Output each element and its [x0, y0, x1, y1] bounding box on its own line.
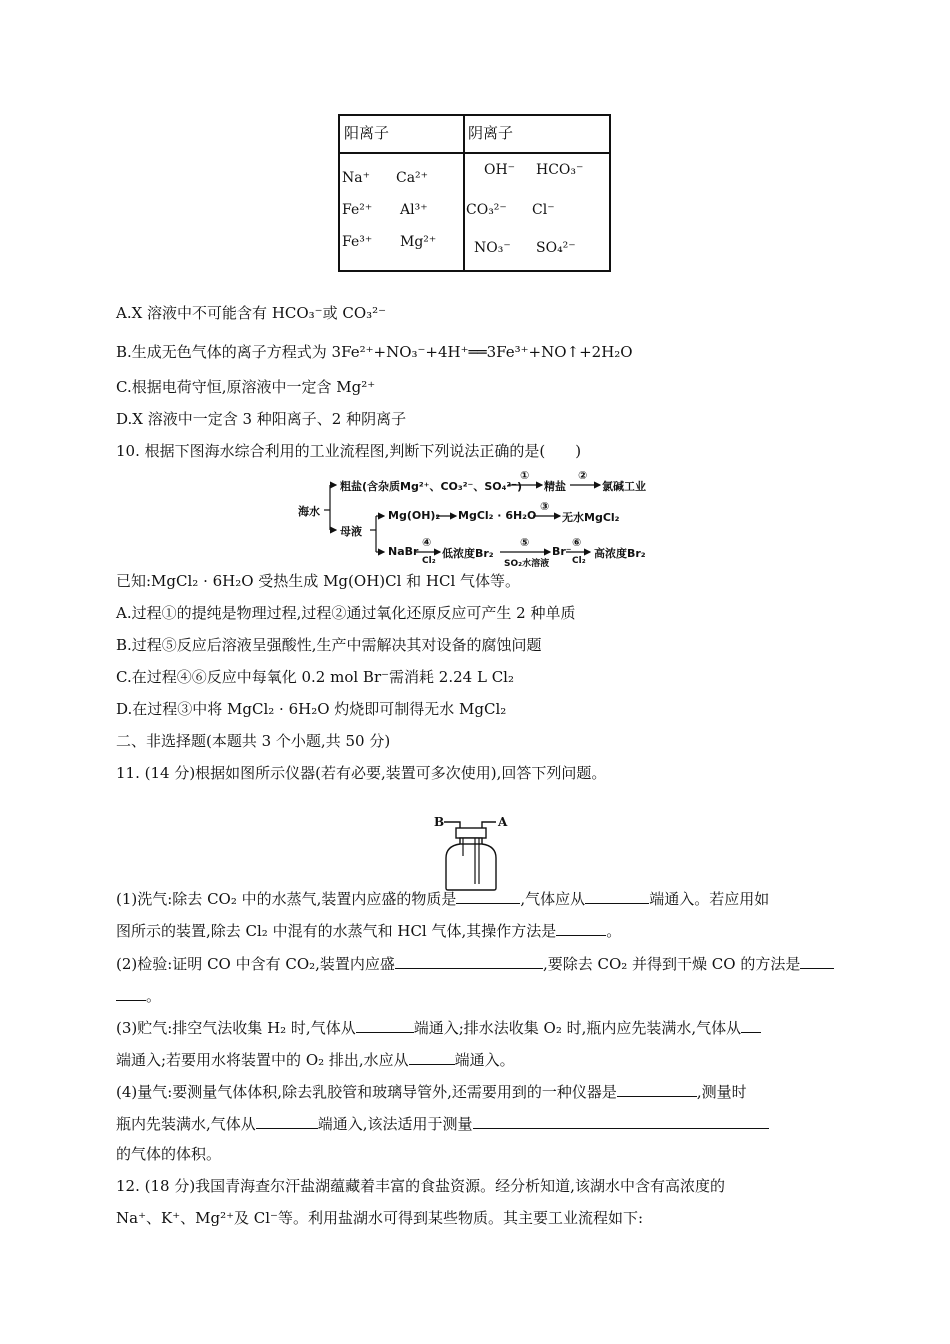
bottle-drawing — [434, 812, 524, 892]
flow-step-5: ⑤ — [520, 536, 530, 549]
anion-cl: Cl⁻ — [532, 202, 555, 218]
flow-crude-salt: 粗盐(含杂质Mg²⁺、CO₃²⁻、SO₄²⁻) — [340, 480, 523, 493]
q11-p4-text-d: 端通入,该法适用于测量 — [317, 1115, 473, 1133]
flow-step-2: ② — [578, 469, 588, 482]
q11-p1-text-e: 。 — [606, 922, 622, 940]
q10-option-a: A.过程①的提纯是物理过程,过程②通过氧化还原反应可产生 2 种单质 — [116, 604, 576, 622]
cation-header: 阳离子 — [344, 124, 390, 142]
q11-p4-text-c: 瓶内先装满水,气体从 — [116, 1115, 256, 1133]
ion-table — [338, 114, 611, 272]
q11-p1-text-d: 图所示的装置,除去 Cl₂ 中混有的水蒸气和 HCl 气体,其操作方法是 — [116, 922, 557, 940]
flow-high-br2: 高浓度Br₂ — [594, 547, 646, 560]
gas-washing-bottle — [434, 812, 524, 896]
svg-text:A: A — [498, 815, 508, 829]
cation-fe2: Fe²⁺ — [342, 202, 373, 218]
q10-known: 已知:MgCl₂ · 6H₂O 受热生成 Mg(OH)Cl 和 HCl 气体等。 — [116, 572, 521, 590]
anion-no3: NO₃⁻ — [474, 240, 511, 256]
cation-mg: Mg²⁺ — [400, 234, 437, 250]
q11-part1-line2 — [116, 920, 621, 941]
table-header-divider — [340, 152, 609, 154]
flow-mgcl2-hydrate: MgCl₂ · 6H₂O — [458, 509, 537, 522]
q11-part3-line1 — [116, 1017, 761, 1038]
q9-option-a: A.X 溶液中不可能含有 HCO₃⁻或 CO₃²⁻ — [116, 304, 387, 322]
q11-part4-line1 — [116, 1081, 747, 1102]
flow-chlor-alkali: 氯碱工业 — [602, 480, 646, 493]
q10-stem: 10. 根据下图海水综合利用的工业流程图,判断下列说法正确的是( ) — [116, 442, 582, 460]
anion-so4: SO₄²⁻ — [536, 240, 576, 256]
cation-fe3: Fe³⁺ — [342, 234, 373, 250]
q11-p3-text-d: 端通入。 — [454, 1051, 515, 1069]
flow-cl2-b: Cl₂ — [572, 556, 586, 566]
q11-p1-blank-2[interactable] — [585, 889, 649, 904]
flow-nabr: NaBr — [388, 545, 419, 558]
flow-br-ion: Br⁻ — [552, 545, 572, 558]
q11-part2-line2 — [116, 985, 161, 1006]
q11-p4-text-b: ,测量时 — [696, 1083, 747, 1101]
cation-na: Na⁺ — [342, 170, 370, 186]
q11-part4-line2 — [116, 1113, 769, 1134]
q11-p3-blank-2[interactable] — [741, 1018, 761, 1033]
cation-ca: Ca²⁺ — [396, 170, 429, 186]
q9-option-c: C.根据电荷守恒,原溶液中一定含 Mg²⁺ — [116, 378, 376, 396]
anion-co3: CO₃²⁻ — [466, 202, 507, 218]
q11-p4-text-a: (4)量气:要测量气体体积,除去乳胶管和玻璃导管外,还需要用到的一种仪器是 — [116, 1083, 617, 1101]
q9-option-d: D.X 溶液中一定含 3 种阳离子、2 种阴离子 — [116, 410, 407, 428]
q11-p2-blank-2a[interactable] — [800, 954, 834, 969]
q11-p1-text-c: 端通入。若应用如 — [649, 890, 770, 908]
q11-part4-line3: 的气体的体积。 — [116, 1145, 222, 1163]
q11-p3-text-b: 端通入;排水法收集 O₂ 时,瓶内应先装满水,气体从 — [413, 1019, 742, 1037]
q11-p4-blank-1[interactable] — [617, 1082, 697, 1097]
flow-step-1: ① — [520, 469, 530, 482]
flow-so2-solution: SO₂水溶液 — [504, 559, 550, 569]
cation-al: Al³⁺ — [400, 202, 428, 218]
q10-option-c: C.在过程④⑥反应中每氧化 0.2 mol Br⁻需消耗 2.24 L Cl₂ — [116, 668, 514, 686]
q11-p1-text-a: (1)洗气:除去 CO₂ 中的水蒸气,装置内应盛的物质是 — [116, 890, 457, 908]
q10-option-b: B.过程⑤反应后溶液呈强酸性,生产中需解决其对设备的腐蚀问题 — [116, 636, 542, 654]
flow-anhydrous-mgcl2: 无水MgCl₂ — [562, 511, 620, 524]
flow-cl2-a: Cl₂ — [422, 556, 436, 566]
q11-p4-blank-3[interactable] — [473, 1114, 769, 1129]
q11-part1-line1 — [116, 888, 769, 909]
q12-line2: Na⁺、K⁺、Mg²⁺及 Cl⁻等。利用盐湖水可得到某些物质。其主要工业流程如下: — [116, 1209, 644, 1227]
flow-refined-salt: 精盐 — [544, 480, 566, 493]
q11-p4-blank-2[interactable] — [256, 1114, 318, 1129]
q11-p2-blank-2b[interactable] — [116, 986, 146, 1001]
section-two-heading: 二、非选择题(本题共 3 个小题,共 50 分) — [116, 732, 391, 750]
q9-option-b: B.生成无色气体的离子方程式为 3Fe²⁺+NO₃⁻+4H⁺══3Fe³⁺+NO↑+2H₂O — [116, 343, 633, 361]
q11-stem: 11. (14 分)根据如图所示仪器(若有必要,装置可多次使用),回答下列问题。 — [116, 764, 607, 782]
table-column-divider — [463, 116, 465, 270]
seawater-flow-diagram — [298, 468, 658, 572]
q11-p3-text-a: (3)贮气:排空气法收集 H₂ 时,气体从 — [116, 1019, 356, 1037]
anion-hco3: HCO₃⁻ — [536, 162, 584, 178]
q11-p2-text-b: ,要除去 CO₂ 并得到干燥 CO 的方法是 — [542, 955, 801, 973]
flow-step-3: ③ — [540, 500, 550, 513]
q11-p1-blank-3[interactable] — [556, 921, 606, 936]
q11-p3-text-c: 端通入;若要用水将装置中的 O₂ 排出,水应从 — [116, 1051, 409, 1069]
flow-mother-liquor: 母液 — [340, 525, 362, 538]
anion-oh: OH⁻ — [484, 162, 516, 178]
q11-p2-blank-1[interactable] — [395, 954, 543, 969]
flow-step-6: ⑥ — [572, 536, 582, 549]
q11-part3-line2 — [116, 1049, 515, 1070]
flow-seawater: 海水 — [298, 505, 320, 518]
q11-p3-blank-3[interactable] — [409, 1050, 455, 1065]
flow-step-4: ④ — [422, 536, 432, 549]
q11-part2-line1 — [116, 953, 834, 974]
q10-option-d: D.在过程③中将 MgCl₂ · 6H₂O 灼烧即可制得无水 MgCl₂ — [116, 700, 507, 718]
flow-low-br2: 低浓度Br₂ — [442, 547, 494, 560]
q12-stem: 12. (18 分)我国青海查尔汗盐湖蕴藏着丰富的食盐资源。经分析知道,该湖水中含有高浓度的 — [116, 1177, 725, 1195]
anion-header: 阴离子 — [468, 124, 514, 142]
q11-p2-text-a: (2)检验:证明 CO 中含有 CO₂,装置内应盛 — [116, 955, 395, 973]
q11-p2-text-c: 。 — [146, 987, 162, 1005]
flow-mgoh2: Mg(OH)₂ — [388, 509, 441, 522]
svg-text:B: B — [434, 815, 445, 829]
q11-p3-blank-1[interactable] — [356, 1018, 414, 1033]
q11-p1-text-b: ,气体应从 — [520, 890, 586, 908]
q11-p1-blank-1[interactable] — [456, 889, 520, 904]
